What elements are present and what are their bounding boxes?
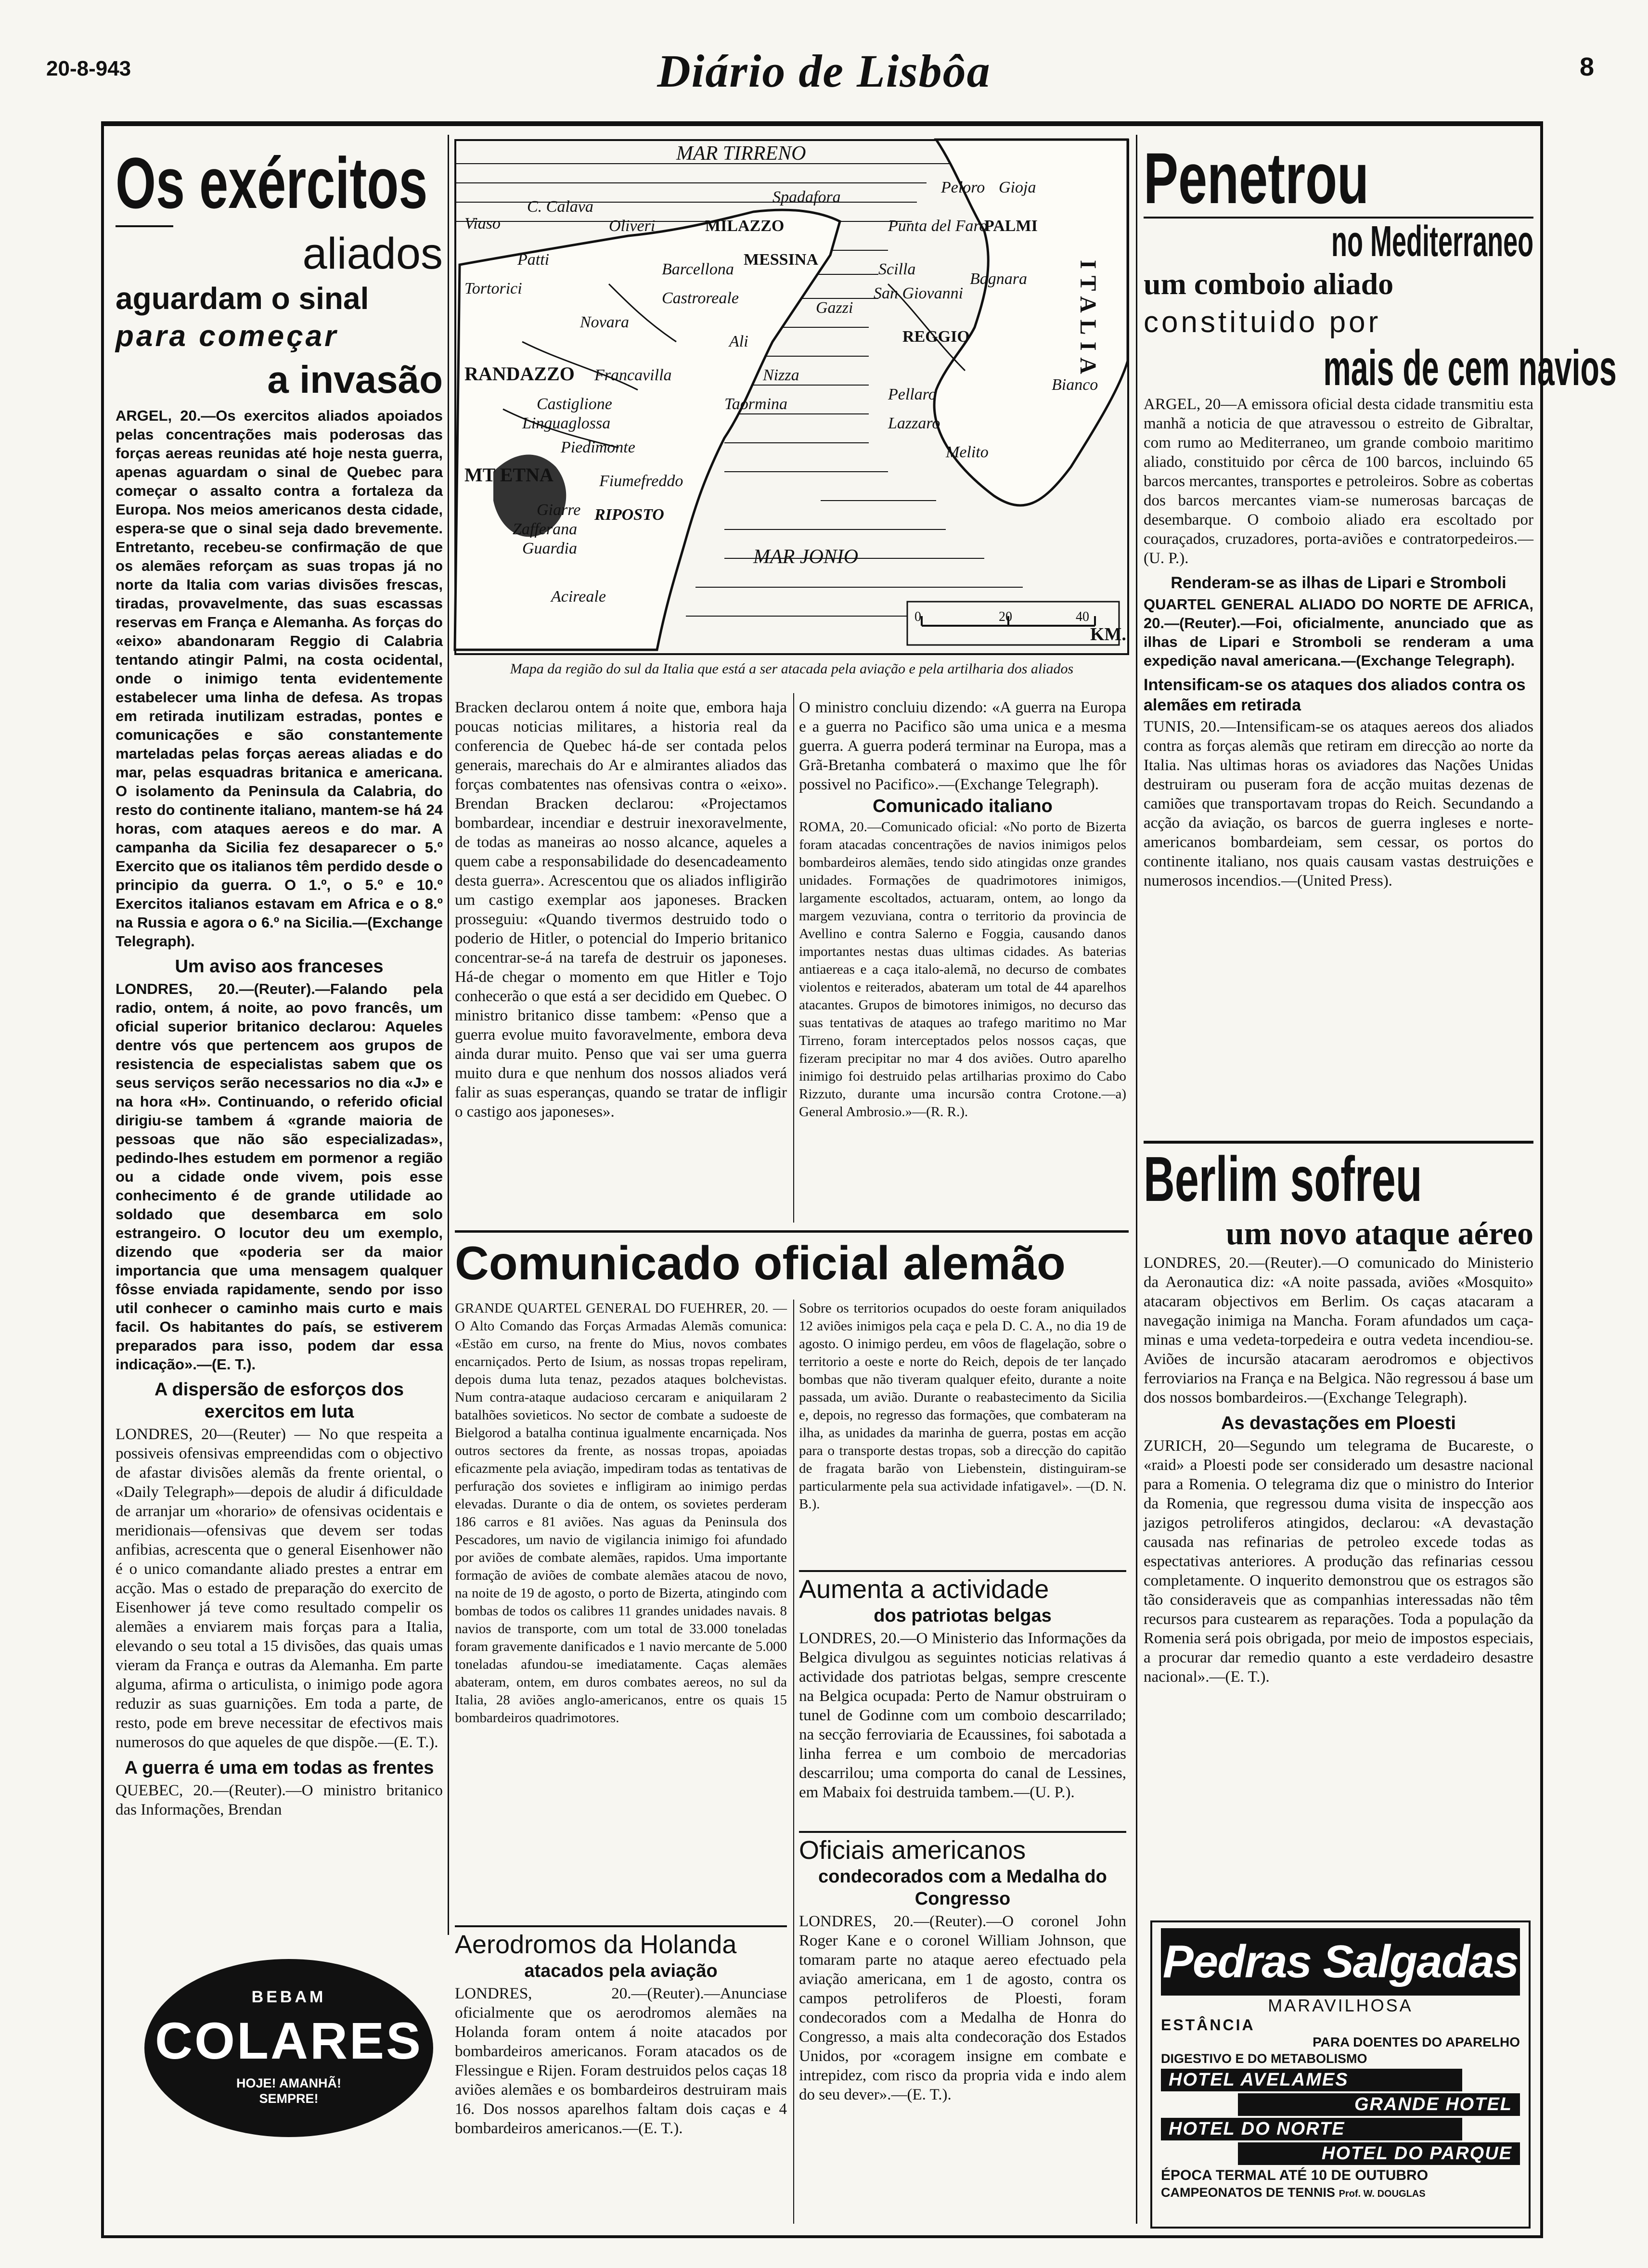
paragraph-lipari: QUARTEL GENERAL ALIADO DO NORTE DE AFRICA, 20.—(Reuter).—Foi, oficialmente, anunciado que as ilhas de Lipari e Stromboli se renderam a uma expedição naval americana.—(Exchange Telegraph). [1144, 596, 1533, 669]
article-aerodromos-holanda [455, 1929, 787, 2228]
issue-date: 20-8-943 [46, 57, 131, 80]
map-label: San Giovanni [874, 284, 964, 302]
article-oficiais-americanos [799, 1835, 1126, 2229]
map-label: PALMI [984, 217, 1038, 235]
map-label: Tortorici [464, 280, 522, 297]
map-label: REGGIO [902, 328, 970, 346]
map-label: Acireale [551, 588, 606, 606]
map-label: Castiglione [537, 395, 612, 413]
lead-paragraph: ARGEL, 20.—Os exercitos aliados apoiados pelas concentrações mais poderosas das forças aereas reunidas até hoje nesta guerra, apenas aguardam o sinal de Quebec para começar o assalto contra a fortaleza da Europa. Nos meios americanos desta cidade, espera-se que o sinal seja dado brevemente. Entretanto, recebeu-se confirmação de que os alemães reforçam as suas tropas já no norte da Italia com varias divisões frescas, tiradas, provavelmente, das suas escassas reservas em França e Alemanha. As forças do «eixo» abandonaram Reggio di Calabria tentando atingir Palmi, na costa ocidental, onde o inimigo tenta evidentemente estabelecer uma linha de defesa. As tropas em retirada inutilizam estradas, pontes e comunicações e são constantemente marteladas pelas forças aereas aliadas e do mar, pelas esquadras britanica e americana. O isolamento da Peninsula da Calabria, do resto do continente italiano, mantem-se há 24 horas, com ataques aereos e do mar. A campanha da Sicilia fez desaparecer o 5.º Exercito que os italianos têm perdido desde o principio da guerra. O 1.º, o 5.º e 10.º Exercitos italianos estavam em Africa e o 8.º na Russia e agora o 6.º na Sicilia.—(Exchange Telegraph). [116, 407, 443, 950]
article-comboio-aliado [1144, 138, 1617, 1141]
map-scale-40: 40 [1076, 609, 1089, 624]
map-label: Melito [946, 443, 989, 461]
map-label: Gioja [999, 179, 1036, 196]
headline-berlim: Berlim sofreu [1144, 1144, 1422, 1214]
map-label: Castroreale [662, 289, 739, 307]
map-label: Guardia [522, 540, 577, 557]
map-label: Taormina [724, 395, 788, 413]
headline-os-exercitos: Os exércitos [116, 142, 428, 223]
map-label-italia: ITALIA [1075, 260, 1101, 381]
headline-cem-navios: mais de cem navios [1323, 340, 1617, 396]
article-berlim [1144, 1146, 1533, 1911]
paragraph-quebec: QUEBEC, 20.—(Reuter).—O ministro britanico das Informações, Brendan [116, 1782, 443, 1818]
map-caption: Mapa da região do sul da Italia que está a ser atacada pela aviação e pela artilharia dos aliados [510, 661, 1074, 677]
masthead: Diário de Lisbôa [657, 45, 991, 97]
map-scale-km: KM. [1090, 624, 1126, 644]
pedras-digestivo: DIGESTIVO E DO METABOLISMO [1161, 2051, 1367, 2066]
map-label: Oliveri [609, 217, 656, 235]
subhead-medalha: condecorados com a Medalha do Congresso [818, 1867, 1107, 1909]
map-figure [455, 140, 1129, 655]
article-comunicado-alemao-a [455, 1300, 787, 1920]
subhead-atacados: atacados pela aviação [524, 1961, 718, 1981]
advertisement-colares [144, 1954, 433, 2142]
paragraph-oficiais: LONDRES, 20.—(Reuter).—O coronel John Roger Kane e o coronel William Johnson, que tomaram parte no ataque aereo efectuado pela aviação americana, em 1 de agosto, contra os campos petroliferos de Ploesti, foram condecorados com a Medalha de Honra do Congresso, a mais alta condecoração dos Estados Unidos, por «coragem insigne em combate e intrepidez, com risco da propria vida e indo alem do seu dever».—(E. T.). [799, 1913, 1126, 2103]
map-label: Scilla [878, 260, 916, 278]
map-label: C. Calava [527, 198, 593, 216]
pedras-hotel-parque: HOTEL DO PARQUE [1238, 2142, 1520, 2165]
article-comunicado-alemao-b [799, 1300, 1126, 1569]
pedras-doentes: PARA DOENTES DO APARELHO [1313, 2035, 1520, 2049]
paragraph-roma: ROMA, 20.—Comunicado oficial: «No porto de Bizerta foram atacadas concentrações de navios inimigos pelos bombardeiros alemães, tendo sido atingidas onze grandes unidades. Formações de quadrimotores inimigos, largamente escoltados, actuaram, ontem, ao longo da margem vezuviana, contra o territorio da provincia de Avellino e contra Salerno e Foggia, causando danos importantes nestas duas ultimas cidades. As baterias antiaereas e a caça italo-alemã, no decurso de combates violentos e reiterados, abateram um total de 44 aparelhos atacantes. Grupos de bimotores inimigos, no decurso das suas tentativas de ataques ao trafego maritimo no Mar Tirreno, foram interceptados pelos nossos caças, que fizeram precipitar no mar 4 dos aviões. Outro aparelho inimigo foi destruido pelas artilharias proximo do Cabo Rizzuto, durante uma incursão contra Crotone.—a) General Ambrosio.»—(R. R.). [799, 819, 1126, 1120]
headline-novo-ataque: um novo ataque aéreo [1225, 1215, 1533, 1251]
subhead-lipari: Renderam-se as ilhas de Lipari e Stromboli [1171, 574, 1506, 592]
map-label: MT ETNA [464, 464, 554, 486]
pedras-maravilhosa: MARAVILHOSA [1268, 1996, 1413, 2015]
map-label: Bianco [1052, 376, 1098, 394]
article-patriotas-belgas [799, 1574, 1126, 1829]
pedras-tennis: CAMPEONATOS DE TENNIS [1161, 2185, 1336, 2200]
map-label: Francavilla [594, 366, 672, 384]
headline-oficiais: Oficiais americanos [799, 1836, 1026, 1865]
map-label: Nizza [763, 366, 799, 384]
subhead-aviso-franceses: Um aviso aos franceses [175, 956, 384, 977]
headline-comunicado-alemao: Comunicado oficial alemão [455, 1237, 1066, 1289]
map-southern-italy [455, 140, 1129, 677]
map-label: Patti [517, 251, 550, 269]
headline-aumenta: Aumenta a actividade [799, 1575, 1049, 1604]
headline-aguardam: aguardam o sinal [116, 281, 369, 316]
paragraph-fuehrer: GRANDE QUARTEL GENERAL DO FUEHRER, 20. — O Alto Comando das Forças Armadas Alemãs comunica: «Estão em curso, na frente do Mius, novos combates encarniçados. Perto de Isium, as nossas tropas repeliram, depois duma luta tenaz, pezados ataques bolchevistas. Num contra-ataque audacioso cercaram e aniquilaram 2 batalhões sovieticos. No sector de combate a sudoeste de Bielgorod a batalha continua igualmente encarniçada. Nos outros sectores da frente, as nossas tropas, apoiadas eficazmente pela aviação, impediram todas as tentativas de perfuração dos sovietes e infligiram ao inimigo perdas elevadas. Durante o dia de ontem, os sovietes perderam 186 carros e 81 aviões. Nas aguas da Peninsula dos Pescadores, um navio de vigilancia inimigo foi afundado por aviões de combate alemães, rapidos. Uma importante formação de aviões de combate alemães atacou de novo, na noite de 19 de agosto, o porto de Bizerta, atingindo com bombas de todos os calibres 11 grandes unidades navais. 8 navios de transporte, com um total de 33.000 toneladas foram gravemente danificados e 1 navio mercante de 5.000 toneladas afundou-se imediatamente. Caças alemães abateram, ontem, em duros combates aereos, no sul da Italia, 28 aviões anglo-americanos, entre os quais 15 bombardeiros quadrimotores. [455, 1301, 787, 1726]
paragraph-berlim: LONDRES, 20.—(Reuter).—O comunicado do Ministerio da Aeronautica diz: «A noite passada, aviões «Mosquito» atacaram objectivos em Berlim. Os caças atacaram a navegação inimiga na Mancha. Foram afundados um caça-minas e uma vedeta-torpedeira e outra vedeta incendiou-se. Aviões de incursão atacaram aerodromos e objectivos ferroviarios na França e na Belgica. Não regressou á base um dos nossos bombardeiros.—(Exchange Telegraph). [1144, 1254, 1533, 1406]
map-label-mar-tirreno: MAR TIRRENO [676, 142, 806, 165]
headline-constituido: constituido por [1144, 306, 1381, 339]
paragraph-dispersao: LONDRES, 20—(Reuter) — No que respeita a possiveis ofensivas empreendidas com o objectivo de afastar divisões alemãs da frente oriental, o «Daily Telegraph»—depois de aludir á dificuldade de arranjar um «horario» de ofensivas ocidentais e meridionais—ofensivas que devem ser todas anfibias, acrescenta que o general Eisenhower não é o unico comandante aliado prestes a entrar em acção. Mas o estado de preparação do exercito de Eisenhower já teve como resultado compelir os alemães a enviarem mais forças para a Italia, elevando o seu total a 15 divisões, das quais umas vieram da França e outras da Alemanha. Em parte alguma, afirma o articulista, o inimigo pode agora reduzir as suas guarnições. Em toda a parte, de resto, pode em breve necessitar de efectivos mais numerosos do que aqueles de que dispõe.—(E. T.). [116, 1426, 443, 1751]
pedras-grande-hotel: GRANDE HOTEL [1238, 2093, 1520, 2116]
colares-bebam: BEBAM [251, 1988, 326, 2006]
headline-um-comboio: um comboio aliado [1144, 267, 1394, 301]
pedras-tennis-row [1161, 2184, 1520, 2202]
map-label-mar-jonio: MAR JONIO [753, 546, 859, 568]
map-label: Viaso [464, 215, 501, 232]
map-scale-0: 0 [914, 609, 921, 624]
page-number: 8 [1579, 52, 1594, 81]
headline-a-invasao: a invasão [267, 358, 443, 401]
map-label: RIPOSTO [594, 506, 664, 524]
paragraph-ploesti: ZURICH, 20—Segundo um telegrama de Bucareste, o «raid» a Ploesti pode ser considerado um desastre nacional para a Romenia. O telegrama diz que o ministro do Interior da Romenia, que regressou duma visita de inspecção aos jazigos petroliferos atingidos, declarou: «A devastação causada nas refinarias de petroleo excede todas as espectativas anteriores. A produção das refinarias cessou completamente. O inquerito demonstrou que os estragos são tão consideraveis que as companhias interessadas não têm recursos para custearem as reparações. Toda a população da Romenia será pois obrigada, por meio de impostos especiais, a procurar dar remedio quanto a este verdadeiro desastre nacional».—(E. T.). [1144, 1437, 1533, 1686]
paragraph-ministro-concluiu: O ministro concluiu dizendo: «A guerra na Europa e a guerra no Pacifico são uma unica e a mesma guerra. A guerra poderá terminar na Europa, mas a Grã-Bretanha combaterá o maximo que lhe fôr possivel no Pacifico».—(Exchange Telegraph). [799, 699, 1126, 793]
map-label: RANDAZZO [464, 363, 575, 385]
headline-para-comecar: para começar [116, 320, 339, 353]
subhead-intensificam: Intensificam-se os ataques dos aliados contra os alemães em retirada [1144, 676, 1526, 714]
map-label: Ali [729, 333, 748, 350]
map-label: Punta del Faro [888, 217, 988, 235]
headline-mediterraneo: no Mediterraneo [1331, 218, 1533, 266]
paragraph-belgas: LONDRES, 20.—O Ministerio das Informações da Belgica divulgou as seguintes noticias relativas á actividade dos patriotas belgas, sempre crescente na Belgica ocupada: Perto de Namur obstruiram o tunel de Godinne com um comboio descarrilado; na secção ferroviaria de Ecaussines, foi sabotada a linha ferrea e um comboio de mercadorias descarrilou; uma comporta do canal de Lessines, em Mabaix foi destruida tambem.—(U. P.). [799, 1630, 1126, 1801]
subhead-patriotas-belgas: dos patriotas belgas [874, 1606, 1052, 1626]
article-bracken [455, 698, 787, 1227]
pedras-hotel-avelames: HOTEL AVELAMES [1161, 2069, 1462, 2091]
advertisement-pedras-salgadas [1150, 1920, 1531, 2229]
paragraph-aviso: LONDRES, 20.—(Reuter).—Falando pela radio, ontem, á noite, ao povo francês, um oficial superior britanico declarou: Aqueles dentre vós que pertencem aos grupos de resistencia de especialistas sabem que os seus serviços serão necessarios no dia «J» e na hora «H». Continuando, o referido oficial dirigiu-se tambem á «grande maioria de pessoas que não são especializadas», pedindo-lhes estudem em pormenor a região ou a cidade onde vivem, pois esse conhecimento é de grande utilidade ao soldado que desembarca em solo estrangeiro. O locutor deu um exemplo, dizendo que «poderia ser da maior importancia que uma mensagem qualquer fôsse enviada rapidamente, sendo por isso util conhecer o caminho mais curto e mais facil. Os habitantes do país, se estiverem preparados para isso, podem dar essa indicação».—(E. T.). [116, 980, 443, 1373]
article-comunicado-italiano [799, 698, 1126, 1227]
map-label: Bagnara [970, 270, 1027, 288]
pedras-douglas: Prof. W. DOUGLAS [1339, 2189, 1426, 2199]
map-label: Spadafora [772, 188, 841, 206]
subhead-dispersao: A dispersão de esforços dos exercitos em luta [154, 1379, 404, 1422]
paragraph-bracken: Bracken declarou ontem á noite que, embora haja poucas noticias militares, a historia real da conferencia de Quebec há-de ser contada pelos generais, marechais do Ar e almirantes aliados das forças combatentes nas ofensivas contra o «eixo». Brendan Bracken declarou: «Projectamos bombardear, incendiar e destruir inexoravelmente, de todas as maneiras ao nosso alcance, aqueles a quem cabe a responsabilidade do desencadeamento desta guerra». Acrescentou que os aliados infligirão um castigo exemplar aos japoneses. Bracken prosseguiu: «Quando tivermos destruido todo o poderio de Hitler, o potencial do Imperio britanico concentrar-se-á na tarefa de destruir os japoneses. Há-de chegar o momento em que Hitler e Tojo conhecerão o que está a ser decidido em Quebec. O ministro britanico disse tambem: «Penso que a guerra evolue muito favoravelmente, embora deva ainda durar muito. Penso que vai ser uma guerra muito dura e que nenhum dos nossos aliados verá falir as suas esperanças, quando se tratar de infligir o castigo aos japoneses». [455, 699, 787, 1121]
map-scale-20: 20 [999, 609, 1012, 624]
paragraph-territorios: Sobre os territorios ocupados do oeste foram aniquilados 12 aviões inimigos pela caça e pela D. C. A., no dia 19 de agosto. O inimigo perdeu, em vôos de flagelação, sobre o territorio a oeste e norte do Reich, depois de ter lançado bombas que não tiveram qualquer efeito, durante a noite passada, um avião. Durante o reabastecimento da Sicilia e, depois, no regresso das formações, que combateram na ilha, as unidades da marinha de guerra, postas em acção para o transporte destas tropas, sob a direcção do capitão de fragata barão von Liebenstein, distinguiram-se particularmente pela sua actividade infatigavel». —(D. N. B.). [799, 1301, 1126, 1512]
map-label: Lazzaro [888, 414, 940, 432]
map-label: Zafferana [513, 520, 578, 538]
map-label: MESSINA [744, 251, 818, 269]
paragraph-aerodromos: LONDRES, 20.—(Reuter).—Anunciase oficialmente que os aerodromos alemães na Holanda foram ontem á noite atacados por bombardeiros americanos. Foram atacados os de Flessingue e Rijen. Foram destruidos pelos caças 18 aviões alemães e os bombardeiros destruiram mais 16. Dos nossos aparelhos faltam dois caças e 4 bombardeiros americanos.—(E. T.). [455, 1985, 787, 2137]
map-label: Linguaglossa [522, 414, 611, 432]
map-label: Piedimonte [561, 438, 635, 456]
pedras-logo: Pedras Salgadas [1161, 1928, 1520, 1996]
headline-aliados: aliados [302, 229, 443, 278]
map-label: Fiumefreddo [599, 472, 683, 490]
map-label: Novara [580, 313, 629, 331]
map-label: Barcellona [662, 260, 734, 278]
headline-penetrou: Penetrou [1144, 138, 1369, 219]
pedras-hotel-norte: HOTEL DO NORTE [1161, 2118, 1462, 2140]
map-label: Gazzi [816, 299, 853, 317]
pedras-epoca: ÉPOCA TERMAL ATÉ 10 DE OUTUBRO [1161, 2167, 1429, 2183]
pedras-estancia: ESTÂNCIA [1161, 2016, 1255, 2034]
article-invasion [116, 144, 443, 1940]
paragraph-argel: ARGEL, 20—A emissora oficial desta cidade transmitiu esta manhã a noticia de que atravessou o estreito de Gibraltar, com rumo ao Mediterraneo, um grande comboio maritimo aliado, constituido por cêrca de 100 barcos, incluindo 65 barcos mercantes, transportes e petroleiros. Sobre as cobertas dos barcos mercantes viam-se numerosas barcaças de desembarque. O comboio aliado era escoltado por couraçados, cruzadores, porta-aviões e contratorpedeiros.—(U. P.). [1144, 396, 1533, 567]
subhead-ploesti: As devastações em Ploesti [1221, 1413, 1456, 1433]
colares-tagline: HOJE! AMANHÃ! SEMPRE! [236, 2076, 341, 2106]
subhead-guerra-frentes: A guerra é uma em todas as frentes [124, 1758, 434, 1778]
map-label: Peloro [941, 179, 985, 196]
paragraph-tunis: TUNIS, 20.—Intensificam-se os ataques aereos dos aliados contra as forças alemãs que retiram em direcção ao norte da Italia. Nas ultimas horas os aviadores das Nações Unidas destruiram ou puseram fora de acção muitas dezenas de camiões que transportavam tropas do Reich. Secundando a acção da aviação, os barcos de guerra ingleses e norte-americanos bombardeiam, sem cessar, os portos do continente italiano, nos quais causam vastas destruições e numerosos incendios.—(United Press). [1144, 718, 1533, 889]
map-label: Pellaro [888, 386, 937, 403]
map-label: MILAZZO [705, 217, 785, 235]
map-label: Giarre [537, 501, 581, 519]
subhead-comunicado-italiano: Comunicado italiano [873, 796, 1053, 816]
colares-brand: COLARES [154, 2011, 423, 2070]
headline-aerodromos: Aerodromos da Holanda [455, 1930, 737, 1959]
